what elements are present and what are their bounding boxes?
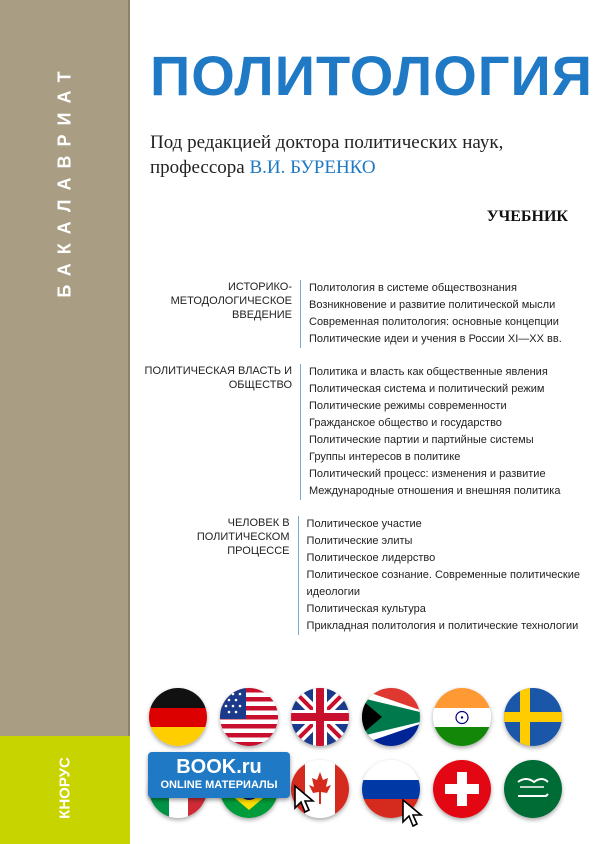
toc-item: Прикладная политология и политические технологии xyxy=(306,620,579,632)
toc-item: Политические идеи и учения в России XI—XX вв. xyxy=(309,333,562,345)
editor-name: В.И. БУРЕНКО xyxy=(249,157,376,178)
sweden-flag-icon xyxy=(504,688,562,746)
badge-title: BOOK.ru xyxy=(176,756,262,778)
publisher-logo: КНОРУС xyxy=(56,757,74,819)
toc-item: Политическая культура xyxy=(306,603,426,615)
toc-item: Политика и власть как общественные явления xyxy=(309,366,548,378)
toc-item: Международные отношения и внешняя политика xyxy=(309,485,561,497)
toc-item: Политология в системе обществознания xyxy=(309,282,517,294)
toc-section-items xyxy=(298,516,580,635)
south-africa-flag-icon xyxy=(362,688,420,746)
badge-subtitle: ONLINE МАТЕРИАЛЫ xyxy=(160,779,278,791)
mouse-cursor-icon xyxy=(293,784,317,814)
book-kind: УЧЕБНИК xyxy=(486,208,568,225)
series-label: БАКАЛАВРИАТ xyxy=(54,62,75,298)
usa-flag-icon xyxy=(220,688,278,746)
toc-section-title: ИСТОРИКО-МЕТОДОЛОГИЧЕСКОЕ ВВЕДЕНИЕ xyxy=(170,281,292,321)
toc-item: Современная политология: основные концепции xyxy=(309,316,559,328)
subtitle-text: Под редакцией доктора политических наук, профессора xyxy=(150,132,504,178)
toc-item: Политические партии и партийные системы xyxy=(309,434,534,446)
toc-section-items xyxy=(300,280,562,348)
book-title: ПОЛИТОЛОГИЯ xyxy=(150,44,594,107)
toc-item: Политическое участие xyxy=(306,518,422,530)
toc-section-items xyxy=(300,364,560,500)
toc-item: идеологии xyxy=(306,586,361,598)
online-materials-badge xyxy=(148,752,290,798)
toc-item: Политические элиты xyxy=(306,535,413,547)
toc-section xyxy=(140,280,580,348)
india-flag-icon xyxy=(433,688,491,746)
toc-section xyxy=(140,364,580,500)
toc-item: Политическое сознание. Современные политические xyxy=(306,569,580,581)
toc-item: Политическая система и политический режим xyxy=(309,383,545,395)
toc-section xyxy=(140,516,580,635)
publisher-block xyxy=(0,736,130,844)
toc-item: Политические режимы современности xyxy=(309,400,507,412)
switzerland-flag-icon xyxy=(433,760,491,818)
toc-item: Группы интересов в политике xyxy=(309,451,461,463)
germany-flag-icon xyxy=(149,688,207,746)
toc-item: Возникновение и развитие политической мысли xyxy=(309,299,556,311)
toc-item: Гражданское общество и государство xyxy=(309,417,502,429)
saudi-arabia-flag-icon xyxy=(504,760,562,818)
toc-item: Политическое лидерство xyxy=(306,552,436,564)
toc-item: Политический процесс: изменения и развитие xyxy=(309,468,546,480)
toc-section-title: ЧЕЛОВЕК В ПОЛИТИЧЕСКОМ ПРОЦЕССЕ xyxy=(196,517,290,557)
toc-section-title: ПОЛИТИЧЕСКАЯ ВЛАСТЬ И ОБЩЕСТВО xyxy=(144,365,292,391)
cover-spine xyxy=(0,0,130,844)
book-subtitle xyxy=(150,130,570,180)
uk-flag-icon xyxy=(291,688,349,746)
table-of-contents xyxy=(140,280,580,651)
mouse-cursor-icon xyxy=(401,798,425,828)
